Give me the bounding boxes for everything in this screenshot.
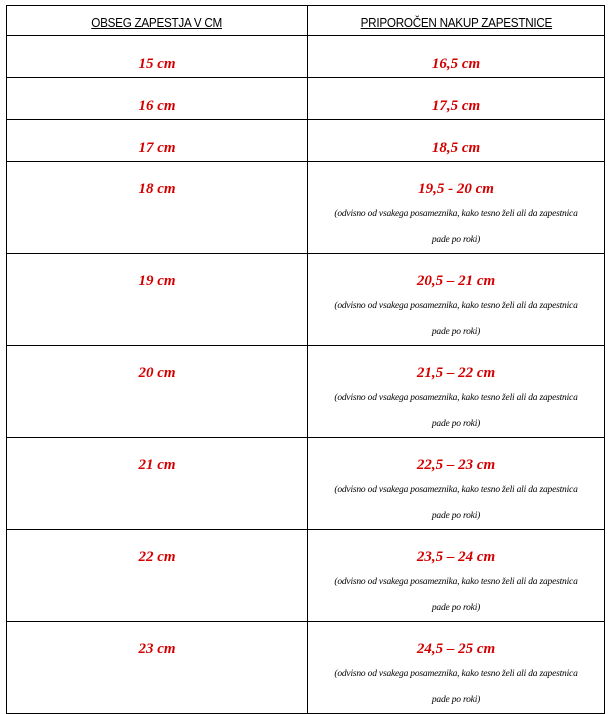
bracelet-size-cell bbox=[308, 346, 605, 438]
table-row bbox=[7, 36, 605, 78]
bracelet-size-cell bbox=[308, 254, 605, 346]
fit-note: (odvisno od vsakega posameznika, kako tesno želi ali da zapestnica pade po roki) bbox=[334, 577, 578, 613]
bracelet-size-cell bbox=[308, 120, 605, 162]
table-row bbox=[7, 254, 605, 346]
wrist-size-value: 23 cm bbox=[138, 641, 176, 657]
wrist-size-value: 16 cm bbox=[138, 98, 176, 114]
bracelet-size-cell bbox=[308, 36, 605, 78]
bracelet-size-cell bbox=[308, 530, 605, 622]
table-row bbox=[7, 120, 605, 162]
wrist-size-cell bbox=[7, 254, 308, 346]
wrist-size-cell bbox=[7, 530, 308, 622]
wrist-size-value: 22 cm bbox=[138, 549, 176, 565]
wrist-size-value: 17 cm bbox=[138, 140, 176, 156]
wrist-size-cell bbox=[7, 36, 308, 78]
bracelet-size-cell bbox=[308, 162, 605, 254]
wrist-size-cell bbox=[7, 346, 308, 438]
header-recommended-bracelet: PRIPOROČEN NAKUP ZAPESTNICE bbox=[308, 6, 605, 36]
bracelet-size-value: 18,5 cm bbox=[431, 140, 481, 156]
wrist-size-value: 15 cm bbox=[138, 56, 176, 72]
text-cursor bbox=[604, 37, 605, 51]
wrist-size-cell bbox=[7, 78, 308, 120]
bracelet-size-value: 16,5 cm bbox=[431, 56, 481, 72]
bracelet-size-value: 21,5 – 22 cm bbox=[416, 365, 496, 381]
fit-note: (odvisno od vsakega posameznika, kako tesno želi ali da zapestnica pade po roki) bbox=[334, 209, 578, 245]
table-row bbox=[7, 78, 605, 120]
bracelet-size-value: 22,5 – 23 cm bbox=[416, 457, 496, 473]
wrist-size-cell bbox=[7, 120, 308, 162]
table-row bbox=[7, 622, 605, 714]
wrist-size-value: 21 cm bbox=[138, 457, 176, 473]
bracelet-size-value: 17,5 cm bbox=[431, 98, 481, 114]
table-row bbox=[7, 530, 605, 622]
bracelet-size-value: 20,5 – 21 cm bbox=[416, 273, 496, 289]
header-wrist-circumference: OBSEG ZAPESTJA V CM bbox=[7, 6, 308, 36]
bracelet-size-value: 24,5 – 25 cm bbox=[416, 641, 496, 657]
table-row bbox=[7, 438, 605, 530]
fit-note: (odvisno od vsakega posameznika, kako tesno želi ali da zapestnica pade po roki) bbox=[334, 485, 578, 521]
fit-note: (odvisno od vsakega posameznika, kako tesno želi ali da zapestnica pade po roki) bbox=[334, 669, 578, 705]
fit-note: (odvisno od vsakega posameznika, kako tesno želi ali da zapestnica pade po roki) bbox=[334, 393, 578, 429]
wrist-size-cell bbox=[7, 162, 308, 254]
wrist-size-value: 19 cm bbox=[138, 273, 176, 289]
wrist-size-value: 18 cm bbox=[138, 181, 176, 197]
bracelet-size-value: 19,5 - 20 cm bbox=[418, 181, 494, 197]
table-row bbox=[7, 162, 605, 254]
bracelet-size-table bbox=[6, 5, 605, 714]
fit-note: (odvisno od vsakega posameznika, kako tesno želi ali da zapestnica pade po roki) bbox=[334, 301, 578, 337]
wrist-size-value: 20 cm bbox=[138, 365, 176, 381]
bracelet-size-cell bbox=[308, 438, 605, 530]
bracelet-size-cell bbox=[308, 78, 605, 120]
header-row bbox=[7, 6, 605, 36]
wrist-size-cell bbox=[7, 438, 308, 530]
wrist-size-cell bbox=[7, 622, 308, 714]
table-row bbox=[7, 346, 605, 438]
bracelet-size-value: 23,5 – 24 cm bbox=[416, 549, 496, 565]
bracelet-size-cell bbox=[308, 622, 605, 714]
